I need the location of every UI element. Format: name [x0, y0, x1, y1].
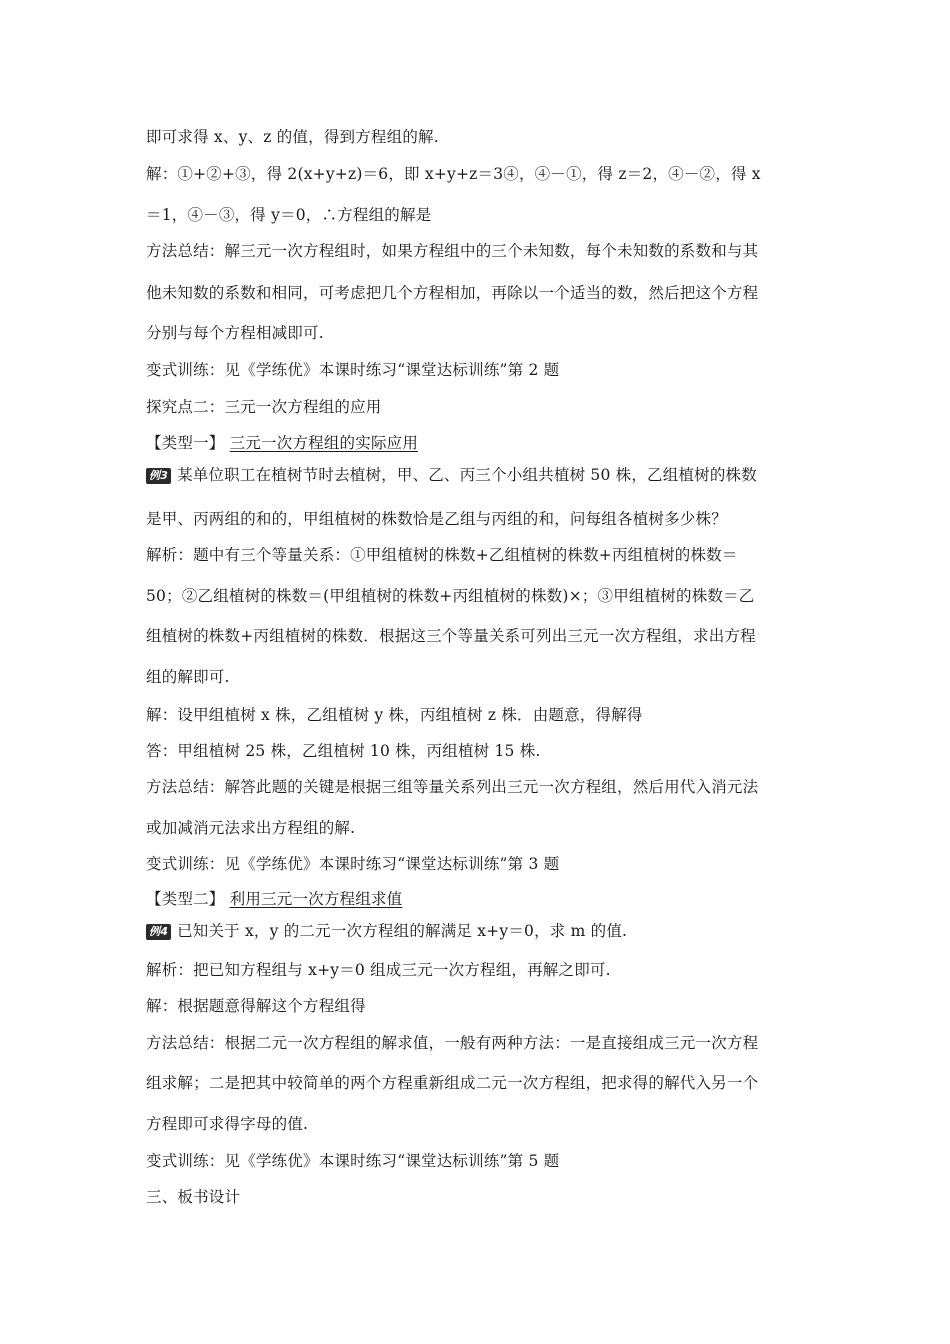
method-summary-line: 组求解；二是把其中较简单的两个方程重新组成二元一次方程组，把求得的解代入另一个 — [146, 1074, 759, 1092]
text-line: 即可求得 x、y、z 的值，得到方程组的解. — [146, 128, 439, 146]
type-title: 三元一次方程组的实际应用 — [229, 434, 419, 452]
analysis-line: 组植树的株数+丙组植树的株数．根据这三个等量关系可列出三元一次方程组，求出方程 — [146, 627, 756, 645]
analysis-line: 解析：把已知方程组与 x+y＝0 组成三元一次方程组，再解之即可. — [146, 961, 611, 979]
analysis-line: 50；②乙组植树的株数＝(甲组植树的株数+丙组植树的株数)×；③甲组植树的株数＝乙 — [146, 587, 755, 605]
answer-line: 答：甲组植树 25 株，乙组植树 10 株，丙组植树 15 株. — [146, 742, 541, 760]
method-summary-line: 分别与每个方程相减即可. — [146, 324, 324, 342]
solution-line: 解：设甲组植树 x 株，乙组植树 y 株，丙组植树 z 株．由题意，得解得 — [146, 706, 643, 724]
solution-line: ＝1，④－③，得 y＝0，∴方程组的解是 — [146, 206, 432, 224]
method-summary-line: 方法总结：解三元一次方程组时，如果方程组中的三个未知数，每个未知数的系数和与其 — [146, 242, 759, 260]
type-heading-2 — [146, 888, 812, 910]
solution-line: 解：根据题意得解这个方程组得 — [146, 997, 366, 1015]
practice-reference: 变式训练：见《学练优》本课时练习“课堂达标训练”第 2 题 — [146, 361, 560, 379]
type-label: 【类型一】 — [146, 434, 225, 452]
example-4-line — [146, 920, 812, 942]
type-label: 【类型二】 — [146, 890, 225, 908]
example-text: 已知关于 x，y 的二元一次方程组的解满足 x+y＝0，求 m 的值. — [177, 922, 628, 940]
analysis-line: 组的解即可. — [146, 668, 230, 686]
method-summary-line: 或加减消元法求出方程组的解. — [146, 819, 356, 837]
practice-reference: 变式训练：见《学练优》本课时练习“课堂达标训练”第 5 题 — [146, 1152, 560, 1170]
example-badge: 例4 — [146, 924, 171, 940]
method-summary-line: 方法总结：根据二元一次方程组的解求值，一般有两种方法：一是直接组成三元一次方程 — [146, 1034, 759, 1052]
method-summary-line: 方程即可求得字母的值. — [146, 1115, 309, 1133]
example-3-line — [146, 464, 812, 486]
solution-line: 解：①+②+③，得 2(x+y+z)＝6，即 x+y+z＝3④，④－①，得 z＝2，④－②，得 x — [146, 165, 761, 183]
method-summary-line: 方法总结：解答此题的关键是根据三组等量关系列出三元一次方程组，然后用代入消元法 — [146, 778, 759, 796]
section-heading: 三、板书设计 — [146, 1188, 241, 1206]
method-summary-line: 他未知数的系数和相同，可考虑把几个方程相加，再除以一个适当的数，然后把这个方程 — [146, 284, 759, 302]
example-badge: 例3 — [146, 468, 171, 484]
analysis-line: 解析：题中有三个等量关系：①甲组植树的株数+乙组植树的株数+丙组植树的株数＝ — [146, 546, 738, 564]
section-heading: 探究点二：三元一次方程组的应用 — [146, 398, 382, 416]
practice-reference: 变式训练：见《学练优》本课时练习“课堂达标训练”第 3 题 — [146, 855, 560, 873]
type-title: 利用三元一次方程组求值 — [229, 890, 403, 908]
type-heading-1 — [146, 432, 812, 454]
example-text: 是甲、丙两组的和的，甲组植树的株数恰是乙组与丙组的和，问每组各植树多少株？ — [146, 510, 727, 528]
example-text: 某单位职工在植树节时去植树，甲、乙、丙三个小组共植树 50 株，乙组植树的株数 — [177, 466, 757, 484]
